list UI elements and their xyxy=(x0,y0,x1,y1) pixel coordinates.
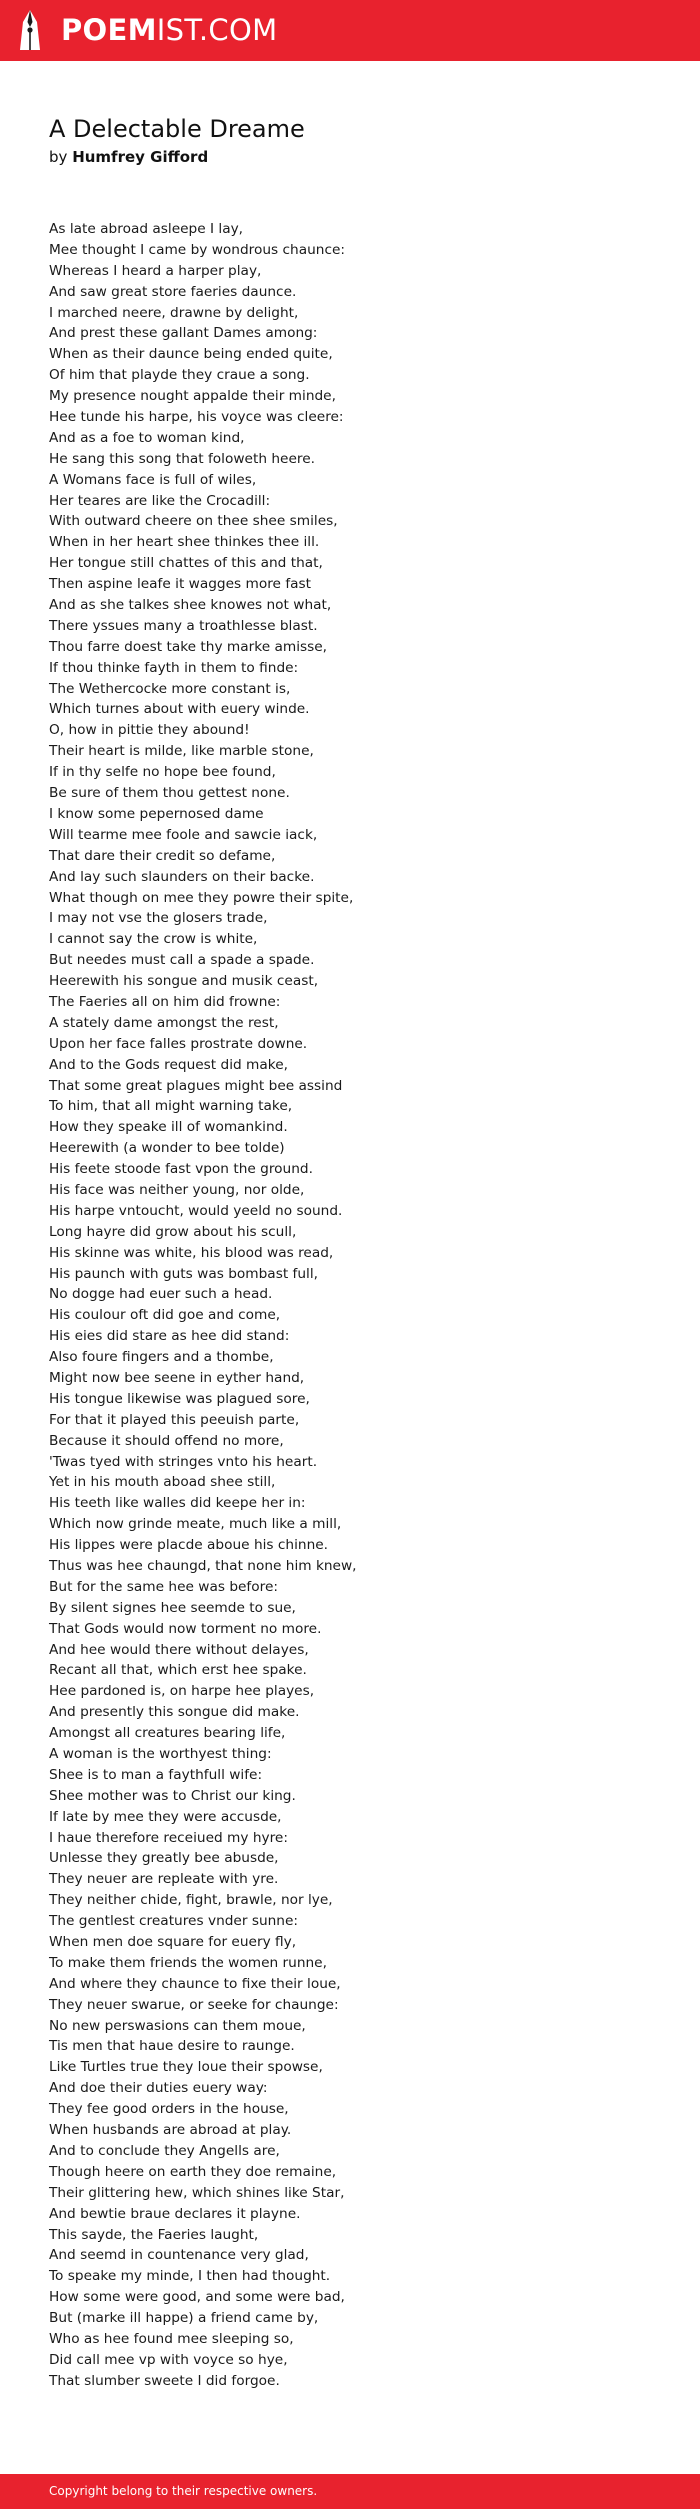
poem-line: Yet in his mouth aboad shee still, xyxy=(49,1474,276,1491)
poem-line: I haue therefore receiued my hyre: xyxy=(49,1829,288,1846)
poem-line: When husbands are abroad at play. xyxy=(49,2122,292,2139)
poem-line: Will tearme mee foole and sawcie iack, xyxy=(49,826,318,843)
poem-line: When in her heart shee thinkes thee ill. xyxy=(49,534,320,551)
poem-line: Be sure of them thou gettest none. xyxy=(49,785,290,802)
poem-line: To make them friends the women runne, xyxy=(49,1954,327,1971)
byline-prefix: by xyxy=(49,148,68,166)
poem-line: Long hayre did grow about his scull, xyxy=(49,1223,297,1240)
poem-line: His harpe vntoucht, would yeeld no sound. xyxy=(49,1202,343,1219)
poem-line: And seemd in countenance very glad, xyxy=(49,2247,309,2264)
poem-line: Who as hee found mee sleeping so, xyxy=(49,2330,294,2347)
poem-body xyxy=(49,219,357,2392)
poem-line: But (marke ill happe) a friend came by, xyxy=(49,2310,319,2327)
poem-line: Heerewith his songue and musik ceast, xyxy=(49,973,319,990)
poem-line: The Faeries all on him did frowne: xyxy=(49,993,281,1010)
poem-line: Which turnes about with euery winde. xyxy=(49,701,310,718)
poem-line: With outward cheere on thee shee smiles, xyxy=(49,513,338,530)
author-name[interactable]: Humfrey Gifford xyxy=(72,148,209,166)
poem-line: Because it should offend no more, xyxy=(49,1432,284,1449)
poem-line: Their heart is milde, like marble stone, xyxy=(49,743,314,760)
poem-line: Their glittering hew, which shines like Star, xyxy=(49,2184,345,2201)
poem-line: As late abroad asleepe I lay, xyxy=(49,221,244,237)
site-footer xyxy=(0,2474,700,2509)
poem-line: His tongue likewise was plagued sore, xyxy=(49,1390,310,1407)
poem-line: Like Turtles true they loue their spowse, xyxy=(49,2059,323,2076)
poem-line: To him, that all might warning take, xyxy=(49,1098,293,1115)
poem-line: That some great plagues might bee assind xyxy=(49,1077,343,1094)
poem-line: Upon her face falles prostrate downe. xyxy=(49,1035,308,1052)
poem-line: And as she talkes shee knowes not what, xyxy=(49,597,332,614)
poem-line: What though on mee they powre their spite, xyxy=(49,889,354,906)
poem-line: Which now grinde meate, much like a mill, xyxy=(49,1516,342,1533)
poem-line: And to conclude they Angells are, xyxy=(49,2142,280,2159)
poem-line: That Gods would now torment no more. xyxy=(49,1620,322,1637)
pen-nib-icon xyxy=(18,9,42,51)
poem-line: The gentlest creatures vnder sunne: xyxy=(49,1913,299,1930)
poem-line: Mee thought I came by wondrous chaunce: xyxy=(49,241,346,258)
poem-line: And lay such slaunders on their backe. xyxy=(49,868,315,885)
poem-line: To speake my minde, I then had thought. xyxy=(49,2268,331,2285)
poem-line: Recant all that, which erst hee spake. xyxy=(49,1662,307,1679)
poem-line: This sayde, the Faeries laught, xyxy=(49,2226,259,2243)
poem-line: Did call mee vp with voyce so hye, xyxy=(49,2351,288,2368)
site-header xyxy=(0,0,700,61)
poem-line: They neuer are repleate with yre. xyxy=(49,1871,279,1888)
poem-line: His coulour oft did goe and come, xyxy=(49,1307,281,1324)
poem-line: Then aspine leafe it wagges more fast xyxy=(49,576,312,593)
poem-line: And bewtie braue declares it playne. xyxy=(49,2205,301,2222)
poem-line: For that it played this peeuish parte, xyxy=(49,1411,300,1428)
logo-bold-text: POEM xyxy=(61,13,157,47)
poem-line: That dare their credit so defame, xyxy=(49,847,276,864)
poem-line: There yssues many a troathlesse blast. xyxy=(49,617,318,634)
poem-line: And to the Gods request did make, xyxy=(49,1056,288,1073)
poem-line: Also foure fingers and a thombe, xyxy=(49,1349,274,1366)
poem-line: When as their daunce being ended quite, xyxy=(49,346,333,363)
poem-line: My presence nought appalde their minde, xyxy=(49,388,336,405)
poem-line: A stately dame amongst the rest, xyxy=(49,1014,279,1031)
poem-line: That slumber sweete I did forgoe. xyxy=(49,2372,280,2389)
poem-line: But needes must call a spade a spade. xyxy=(49,952,315,969)
poem-line: And hee would there without delayes, xyxy=(49,1641,309,1658)
poem-line: Of him that playde they craue a song. xyxy=(49,367,310,384)
poem-line: Tis men that haue desire to raunge. xyxy=(49,2038,295,2055)
poem-line: And prest these gallant Dames among: xyxy=(49,325,318,342)
byline xyxy=(49,147,305,167)
poem-line: His face was neither young, nor olde, xyxy=(49,1181,305,1198)
poem-line: Her teares are like the Crocadill: xyxy=(49,492,271,509)
poem-line: Thou farre doest take thy marke amisse, xyxy=(49,638,328,655)
poem-line: And as a foe to woman kind, xyxy=(49,429,245,446)
poem-line: They neither chide, fight, brawle, nor lye, xyxy=(49,1892,333,1909)
poem-line: They neuer swarue, or seeke for chaunge: xyxy=(49,1996,339,2013)
poem-line: O, how in pittie they abound! xyxy=(49,722,250,739)
poem-title: A Delectable Dreame xyxy=(49,115,305,143)
poem-line: Shee is to man a faythfull wife: xyxy=(49,1766,263,1783)
poem-line: Might now bee seene in eyther hand, xyxy=(49,1369,305,1386)
poem-line: If thou thinke fayth in them to finde: xyxy=(49,659,299,676)
poem-line: Thus was hee chaungd, that none him knew, xyxy=(49,1558,357,1574)
logo-wordmark xyxy=(61,9,277,51)
copyright-text: Copyright belong to their respective owners. xyxy=(49,2484,318,2498)
poem-line: Though heere on earth they doe remaine, xyxy=(49,2163,337,2180)
poem-line: A Womans face is full of wiles, xyxy=(49,471,257,488)
poem-line: 'Twas tyed with stringes vnto his heart. xyxy=(49,1453,318,1470)
poem-line: And presently this songue did make. xyxy=(49,1704,300,1721)
poem-line: Her tongue still chattes of this and that, xyxy=(49,555,323,572)
poem-line: If late by mee they were accusde, xyxy=(49,1808,282,1825)
poem-line: By silent signes hee seemde to sue, xyxy=(49,1599,296,1616)
poem-line: I may not vse the glosers trade, xyxy=(49,910,268,927)
poem-line: The Wethercocke more constant is, xyxy=(49,680,291,697)
poem-line: If in thy selfe no hope bee found, xyxy=(49,764,276,781)
poem-line: No new perswasions can them moue, xyxy=(49,2017,306,2034)
poem-line: They fee good orders in the house, xyxy=(49,2101,289,2118)
poem-line: I know some pepernosed dame xyxy=(49,805,264,822)
poem-line: When men doe square for euery fly, xyxy=(49,1934,297,1951)
poem-line: He sang this song that foloweth heere. xyxy=(49,450,315,467)
poem-line: But for the same hee was before: xyxy=(49,1578,278,1595)
poem-line: And doe their duties euery way: xyxy=(49,2080,268,2097)
poem-line: Amongst all creatures bearing life, xyxy=(49,1725,286,1742)
poem-line: Hee tunde his harpe, his voyce was cleere: xyxy=(49,409,344,426)
poem-line: His lippes were placde aboue his chinne. xyxy=(49,1537,329,1554)
poem-line: And where they chaunce to fixe their loue, xyxy=(49,1975,341,1992)
poem-line: His teeth like walles did keepe her in: xyxy=(49,1495,306,1512)
poem-line: His feete stoode fast vpon the ground. xyxy=(49,1161,313,1178)
poem-header xyxy=(49,113,305,167)
poem-line: His eies did stare as hee did stand: xyxy=(49,1328,290,1345)
poem-line: I cannot say the crow is white, xyxy=(49,931,258,948)
poem-line: Heerewith (a wonder to bee tolde) xyxy=(49,1140,285,1157)
poem-line: I marched neere, drawne by delight, xyxy=(49,304,299,321)
poem-line: Unlesse they greatly bee abusde, xyxy=(49,1850,279,1867)
poem-line: How they speake ill of womankind. xyxy=(49,1119,288,1136)
poem-line: Whereas I heard a harper play, xyxy=(49,262,262,279)
poem-line: His skinne was white, his blood was read, xyxy=(49,1244,334,1261)
poem-line: Shee mother was to Christ our king. xyxy=(49,1787,296,1804)
poem-line: How some were good, and some were bad, xyxy=(49,2289,345,2306)
poem-line: Hee pardoned is, on harpe hee playes, xyxy=(49,1683,315,1700)
poem-line: And saw great store faeries daunce. xyxy=(49,283,297,300)
poem-line: His paunch with guts was bombast full, xyxy=(49,1265,318,1282)
logo-light-text: IST.COM xyxy=(156,13,278,47)
site-logo[interactable] xyxy=(18,9,277,51)
poem-line: No dogge had euer such a head. xyxy=(49,1286,273,1303)
poem-line: A woman is the worthyest thing: xyxy=(49,1746,272,1763)
